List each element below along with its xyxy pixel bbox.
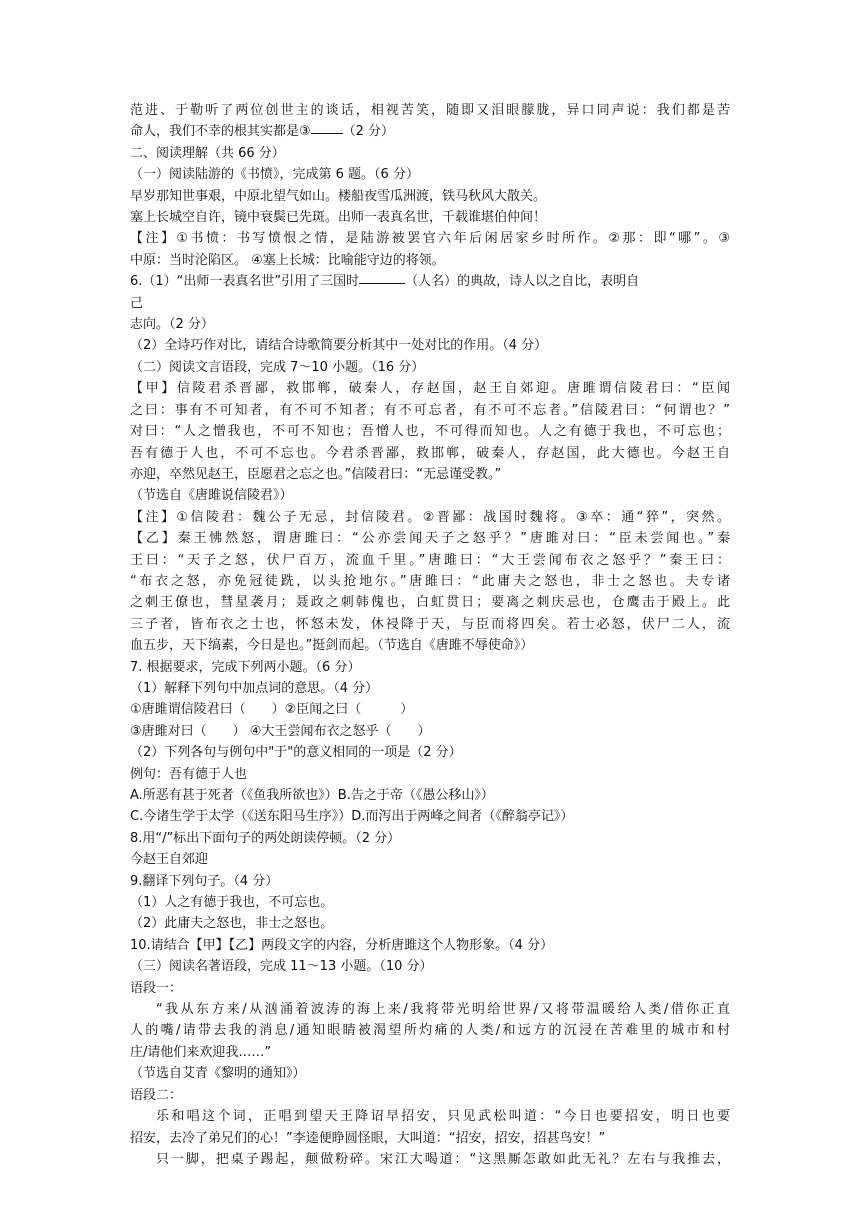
- text-line: [130, 592, 730, 613]
- line-text: 亦迎，卒然见赵王，臣愿君之忘之也。”信陵君曰：“无忌谨受教。”: [130, 466, 502, 482]
- text-line: [130, 143, 730, 164]
- line-text: 7. 根据要求，完成下列两小题。（6 分）: [130, 659, 361, 675]
- text-line: [130, 528, 730, 549]
- line-text: 庄/请他们来欢迎我……”: [130, 1044, 272, 1060]
- line-text: 【注】①信陵君：魏公子无忌，封信陵君。②晋鄙：战国时魏将。③卒：通“猝”，突然。: [130, 509, 730, 525]
- text-line: [130, 121, 730, 142]
- text-line: [130, 892, 730, 913]
- text-line: [130, 742, 730, 763]
- line-text: ③唐雎对曰（ ） ④大王尝闻布衣之怒乎（ ）: [130, 723, 431, 739]
- text-line: [130, 400, 730, 421]
- line-text: 语段一：: [130, 980, 183, 996]
- text-line: [130, 250, 730, 271]
- text-line: [130, 443, 730, 464]
- line-text: （2）此庸夫之怒也，非士之怒也。: [130, 916, 334, 932]
- text-line: [130, 913, 730, 934]
- text-line: [130, 635, 730, 656]
- line-text: 招安，去冷了弟兄们的心！”李逵便睁圆怪眼，大叫道：“招安，招安，招甚鸟安！”: [130, 1130, 606, 1146]
- line-text: 中原：当时沦陷区。 ④塞上长城：比喻能守边的将领。: [130, 252, 445, 268]
- text-line: [130, 678, 730, 699]
- text-line: [130, 464, 730, 485]
- line-text: 志向。（2 分）: [130, 317, 214, 333]
- text-line: [130, 721, 730, 742]
- line-text: 命人，我们不幸的根其实都是③: [130, 124, 311, 140]
- text-line: [130, 228, 730, 249]
- line-text: （一）阅读陆游的《书愤》，完成第 6 题。（6 分）: [130, 167, 419, 183]
- text-line: [130, 357, 730, 378]
- text-line: [130, 806, 730, 827]
- line-text: 血五步，天下缟素，今日是也。”挺剑而起。（节选自《唐雎不辱使命》）: [130, 638, 534, 654]
- line-text: 塞上长城空自许，镜中衰鬓已先斑。出师一表真名世，千载谁堪伯仲间！: [130, 210, 547, 226]
- text-line: [130, 828, 730, 849]
- line-text: 10.请结合【甲】【乙】两段文字的内容，分析唐雎这个人物形象。（4 分）: [130, 937, 554, 953]
- line-text: 之曰：事有不可知者，有不可不知者；有不可忘者，有不可不忘者。”信陵君曰：“何谓也？”: [130, 402, 730, 418]
- line-text: 9.翻译下列句子。（4 分）: [130, 873, 279, 889]
- line-text: C.今诸生学于太学（《送东阳马生序》）D.而泻出于两峰之间者（《醉翁亭记》）: [130, 809, 574, 825]
- text-line: [130, 657, 730, 678]
- text-line: [130, 764, 730, 785]
- line-text: 只一脚，把桌子踢起，颠做粉碎。宋江大喝道：“这黑厮怎敢如此无礼？左右与我推去，: [156, 1151, 730, 1167]
- text-line: [130, 1128, 730, 1149]
- text-line: [130, 1042, 730, 1063]
- line-text: 王曰：“天子之怒，伏尸百万，流血千里。”唐雎曰：“大王尝闻布衣之怒乎？”秦王曰：: [130, 552, 730, 568]
- text-line: [130, 978, 730, 999]
- text-line: [130, 335, 730, 356]
- text-line: [130, 956, 730, 977]
- line-text: 【乙】秦王怫然怒，谓唐雎曰：“公亦尝闻天子之怒乎？”唐雎对曰：“臣未尝闻也。”秦: [130, 531, 730, 547]
- answer-blank: [359, 271, 405, 284]
- line-text: （二）阅读文言语段，完成 7～10 小题。（16 分）: [130, 359, 425, 375]
- line-text: （1）人之有德于我也，不可忘也。: [130, 895, 334, 911]
- text-line: [130, 314, 730, 335]
- text-line: [130, 164, 730, 185]
- document-page: [130, 100, 730, 1170]
- line-text: A.所恶有甚于死者（《鱼我所欲也》）B.告之于帝（《愚公移山》）: [130, 788, 494, 803]
- line-text: 今赵王自郊迎: [130, 852, 209, 868]
- answer-blank: [311, 121, 343, 134]
- text-line: [130, 1149, 730, 1170]
- line-text: 【甲】信陵君杀晋鄙，救邯郸，破秦人，存赵国，赵王自郊迎。唐雎谓信陵君曰：“臣闻: [130, 381, 730, 397]
- line-text: 语段二：: [130, 1087, 183, 1103]
- text-line: [130, 207, 730, 228]
- text-line: [130, 785, 730, 806]
- text-line: [130, 271, 730, 292]
- line-text: 对曰：“人之憎我也，不可不知也；吾憎人也，不可得而知也。人之有德于我也，不可忘也；: [130, 424, 730, 440]
- text-line: [130, 1085, 730, 1106]
- line-text: ①唐雎谓信陵君曰（ ）②臣闻之曰（ ）: [130, 702, 414, 718]
- text-line: [130, 849, 730, 870]
- line-text: （1）解释下列句中加点词的意思。（4 分）: [130, 680, 379, 696]
- line-text: 己: [130, 295, 144, 311]
- text-line: [130, 935, 730, 956]
- line-text: “我从东方来/从汹涌着波涛的海上来/我将带光明给世界/又将带温暖给人类/借你正直: [156, 1002, 730, 1018]
- line-text: 【注】①书愤：书写愤恨之情，是陆游被罢官六年后闲居家乡时所作。②那：即“哪”。③: [130, 231, 730, 247]
- line-text: （2）下列各句与例句中"于"的意义相同的一项是（2 分）: [130, 745, 462, 761]
- text-line: [130, 485, 730, 506]
- line-text: （节选自艾青《黎明的通知》）: [130, 1066, 306, 1082]
- text-line: [130, 871, 730, 892]
- text-line: [130, 100, 730, 121]
- line-text: 二、阅读理解（共 66 分）: [130, 145, 285, 161]
- line-text: 之刺王僚也，彗星袭月；聂政之刺韩傀也，白虹贯日；要离之刺庆忌也，仓鹰击于殿上。此: [130, 595, 730, 611]
- line-text: 乐和唱这个词，正唱到望天王降诏早招安，只见武松叫道：“今日也要招安，明日也要: [156, 1109, 730, 1125]
- text-line: [130, 699, 730, 720]
- text-line: [130, 1063, 730, 1084]
- text-line: [130, 293, 730, 314]
- line-text: 人的嘴/请带去我的消息/通知眼睛被渴望所灼痛的人类/和远方的沉浸在苦难里的城市和村: [130, 1023, 730, 1039]
- line-text-rest: （人名）的典故，诗人以之自比，表明自: [405, 274, 640, 290]
- line-text: 6.（1）“出师一表真名世”引用了三国时: [130, 274, 360, 290]
- text-line: [130, 507, 730, 528]
- line-text: 例句：吾有德于人也: [130, 766, 248, 782]
- line-text: 范进、于勒听了两位创世主的谈话，相视苦笑，随即又泪眼朦胧，异口同声说：我们都是苦: [130, 103, 730, 118]
- text-line: [130, 614, 730, 635]
- line-text: （2）全诗巧作对比，请结合诗歌简要分析其中一处对比的作用。（4 分）: [130, 338, 548, 354]
- line-text-rest: （2 分）: [342, 124, 395, 140]
- line-text: （三）阅读名著语段，完成 11～13 小题。（10 分）: [130, 959, 433, 975]
- line-text: 吾有德于人也，不可不忘也。今君杀晋鄙，救邯郸，破秦人，存赵国，此大德也。今赵王自: [130, 445, 730, 461]
- text-line: [130, 999, 730, 1020]
- text-line: [130, 1106, 730, 1127]
- line-text: 早岁那知世事艰，中原北望气如山。楼船夜雪瓜洲渡，铁马秋风大散关。: [130, 188, 547, 204]
- text-line: [130, 1020, 730, 1041]
- line-text: （节选自《唐雎说信陵君》）: [130, 488, 293, 504]
- text-line: [130, 378, 730, 399]
- text-line: [130, 571, 730, 592]
- line-text: 8.用“/”标出下面句子的两处朗读停顿。（2 分）: [130, 830, 401, 846]
- text-line: [130, 186, 730, 207]
- line-text: “布衣之怒，亦免冠徒跣，以头抢地尔。”唐雎曰：“此庸夫之怒也，非士之怒也。夫专诸: [130, 573, 730, 589]
- line-text: 三子者，皆布衣之士也，怀怒未发，休祲降于天，与臣而将四矣。若士必怒，伏尸二人，流: [130, 616, 730, 632]
- text-line: [130, 421, 730, 442]
- text-line: [130, 550, 730, 571]
